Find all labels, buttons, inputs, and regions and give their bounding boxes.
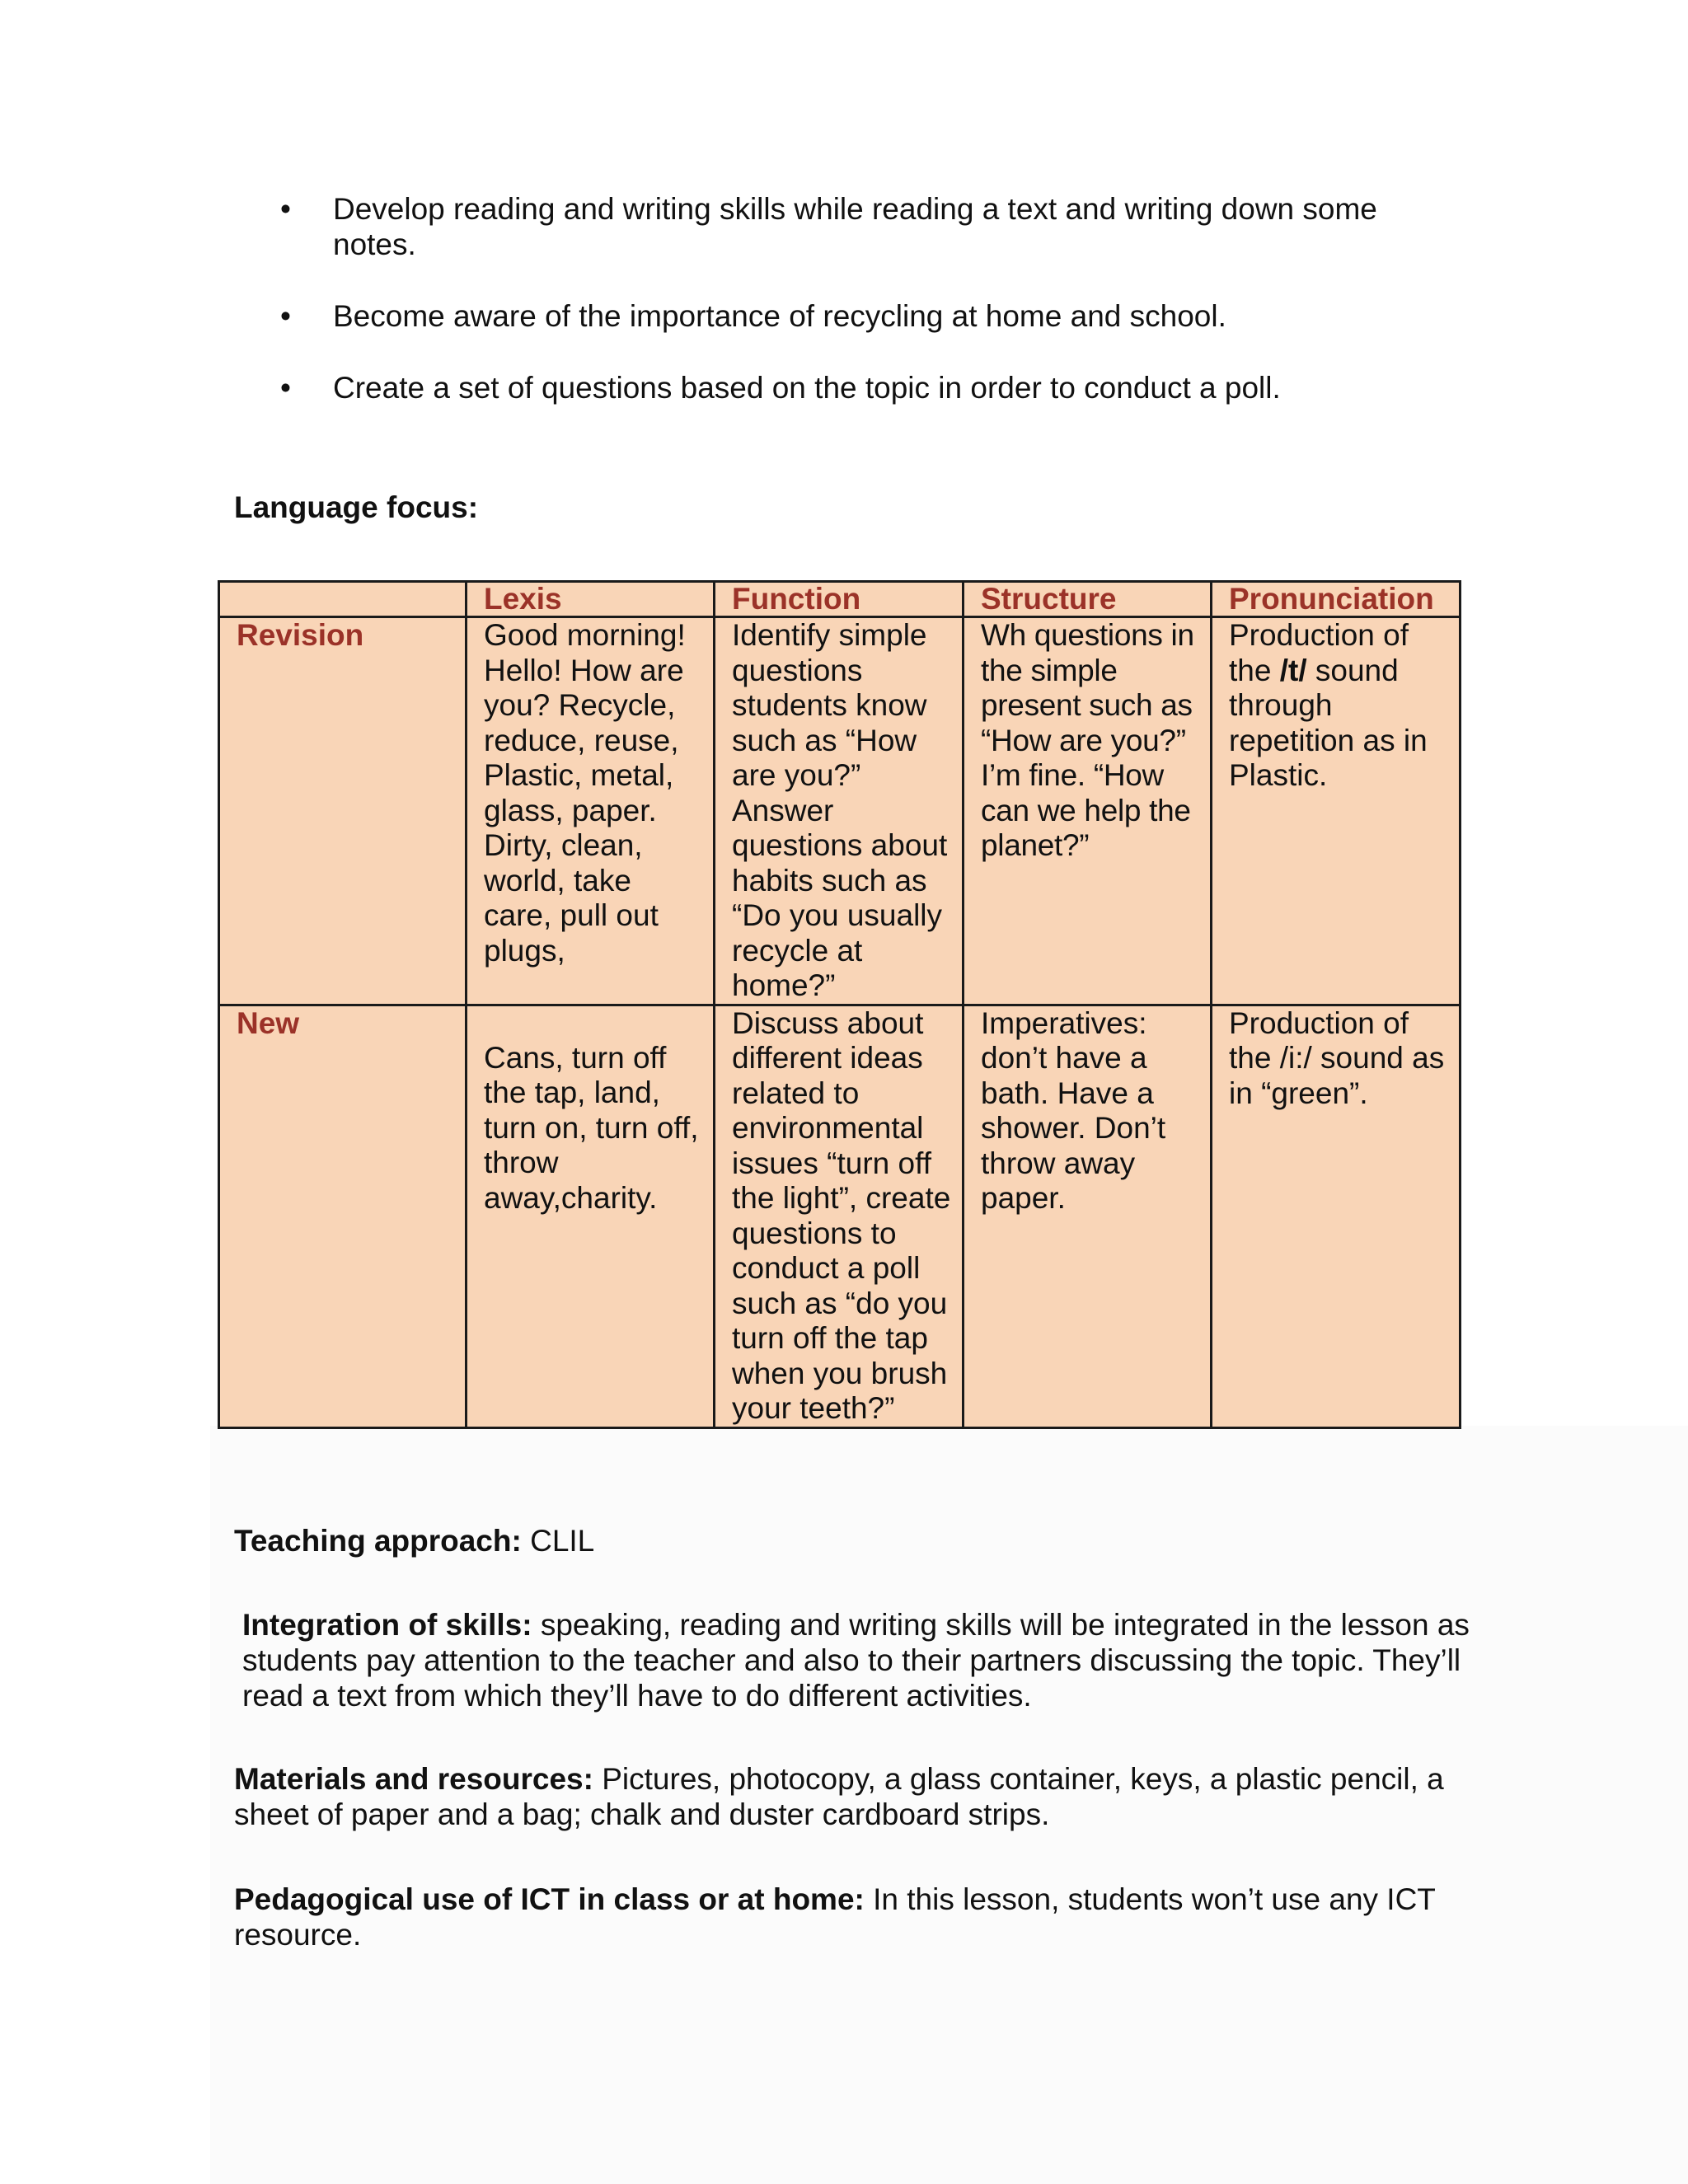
column-header-lexis: Lexis [467, 582, 715, 617]
bullet-icon: • [280, 371, 291, 405]
cell-new-function: Discuss about different ideas related to environmental issues “turn off the light”, create questions to conduct a poll such as “do you turn off the tap when you brush your teeth?” [715, 1005, 964, 1427]
table-row-new [219, 1005, 1461, 1427]
ict-label: Pedagogical use of ICT in class or at home: [234, 1882, 865, 1916]
language-focus-heading: Language focus: [234, 490, 479, 524]
materials-value: Pictures, photocopy, a glass container, keys, a plastic pencil, a sheet of paper and a bag; chalk and duster cardboard strips. [234, 1762, 1444, 1831]
ict-value: In this lesson, students won’t use any ICT resource. [234, 1882, 1436, 1952]
column-header-pronunciation: Pronunciation [1212, 582, 1461, 617]
table-header-row [219, 582, 1461, 617]
cell-new-structure: Imperatives: don’t have a bath. Have a shower. Don’t throw away paper. [964, 1005, 1212, 1427]
table-row-revision [219, 617, 1461, 1005]
objectives-list [280, 191, 1434, 442]
table-corner-cell [219, 582, 467, 617]
integration-label: Integration of skills: [242, 1608, 532, 1642]
materials-label: Materials and resources: [234, 1762, 593, 1796]
cell-new-lexis-text: Cans, turn off the tap, land, turn on, turn off, throw away,charity. [484, 1040, 699, 1215]
objective-text: Create a set of questions based on the topic in order to conduct a poll. [333, 371, 1281, 405]
pronunciation-suffix: sound through repetition as in Plastic. [1229, 653, 1428, 792]
row-label-revision: Revision [219, 617, 467, 1005]
cell-revision-structure: Wh questions in the simple present such as “How are you?” I’m fine. “How can we help the planet?” [964, 617, 1212, 1005]
cell-revision-pronunciation [1212, 617, 1461, 1005]
ict-use [234, 1882, 1470, 1952]
row-label-new: New [219, 1005, 467, 1427]
integration-of-skills [234, 1607, 1470, 1713]
column-header-structure: Structure [964, 582, 1212, 617]
column-header-function: Function [715, 582, 964, 617]
pronunciation-symbol: /t/ [1279, 653, 1307, 687]
objective-text: Develop reading and writing skills while reading a text and writing down some notes. [333, 192, 1377, 261]
cell-revision-lexis: Good morning! Hello! How are you? Recycle, reduce, reuse, Plastic, metal, glass, paper. Dirty, clean, world, take care, pull out plugs, [467, 617, 715, 1005]
integration-value: speaking, reading and writing skills will be integrated in the lesson as students pay attention to the teacher and also to their partners discussing the topic. They’ll read a text from which they’ll have to do different activities. [242, 1608, 1470, 1713]
objective-text: Become aware of the importance of recycling at home and school. [333, 299, 1226, 333]
teaching-approach [234, 1523, 1470, 1558]
bullet-icon: • [280, 192, 291, 226]
pronunciation-prefix: Production of the [1229, 618, 1409, 687]
objective-item [280, 370, 1434, 405]
cell-new-lexis [467, 1005, 715, 1427]
objective-item [280, 298, 1434, 334]
language-focus-table [218, 580, 1461, 1429]
materials-resources [234, 1761, 1470, 1832]
cell-revision-function: Identify simple questions students know such as “How are you?” Answer questions about habits such as “Do you usually recycle at home?” [715, 617, 964, 1005]
bullet-icon: • [280, 299, 291, 333]
cell-new-pronunciation: Production of the /i:/ sound as in “green”. [1212, 1005, 1461, 1427]
teaching-approach-value: CLIL [521, 1524, 595, 1558]
teaching-approach-label: Teaching approach: [234, 1524, 522, 1558]
objective-item [280, 191, 1434, 262]
